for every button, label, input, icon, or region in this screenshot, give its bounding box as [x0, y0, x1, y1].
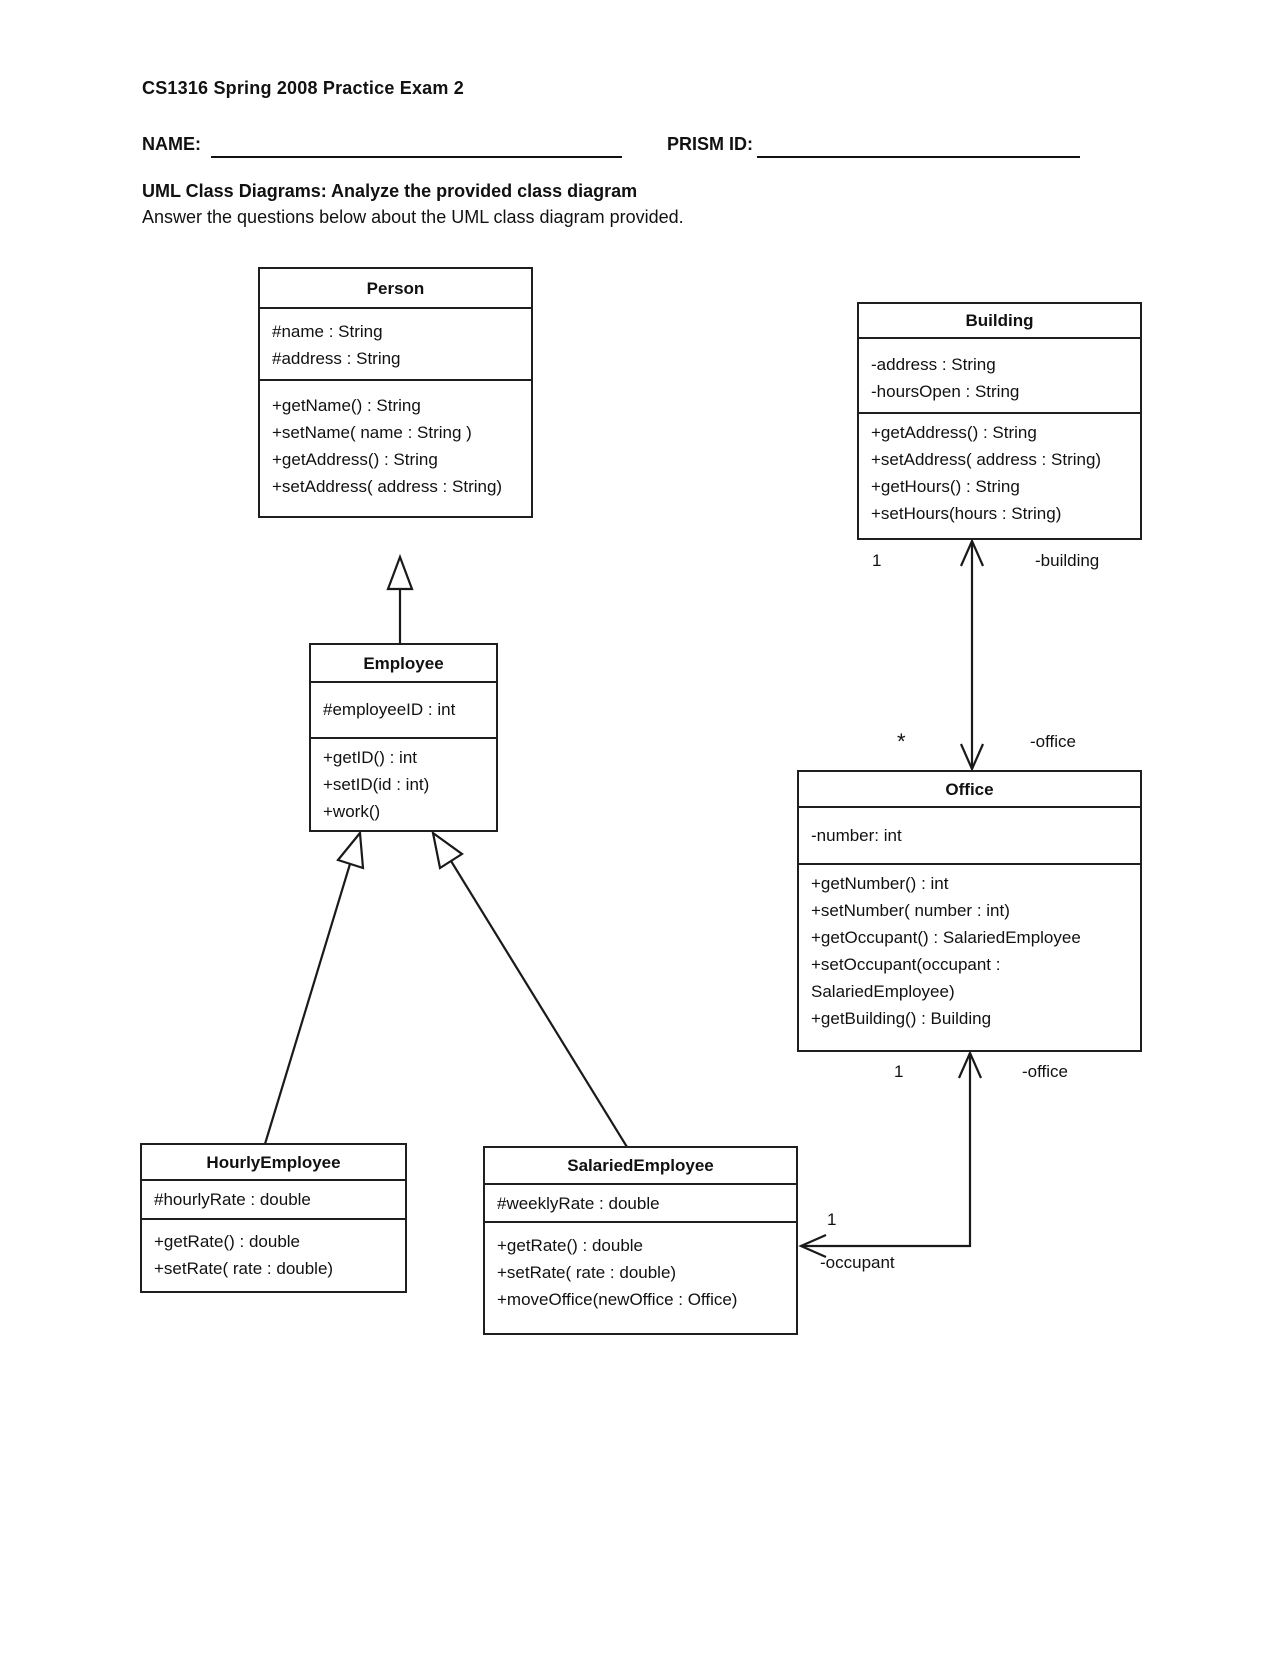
class-hourly-employee [140, 1143, 407, 1293]
role-office-end: -office [1030, 732, 1076, 751]
section-subheading: Answer the questions below about the UML class diagram provided. [142, 207, 684, 227]
class-salaried-employee-attributes [485, 1183, 796, 1221]
attribute: -hoursOpen : String [871, 382, 1020, 401]
method: +setRate( rate : double) [154, 1259, 334, 1278]
inheritance-line-salaried-employee [451, 861, 627, 1147]
name-blank-line [211, 135, 622, 158]
method: +getHours() : String [871, 477, 1020, 496]
arrowhead-into-building [961, 541, 983, 566]
class-employee [309, 643, 498, 832]
method: +getAddress() : String [272, 450, 438, 469]
document-title: CS1316 Spring 2008 Practice Exam 2 [142, 78, 464, 98]
inheritance-triangle-employee-right [433, 833, 462, 868]
method: +getRate() : double [497, 1236, 644, 1255]
class-hourly-employee-name: HourlyEmployee [206, 1152, 341, 1172]
class-office-methods [799, 863, 1140, 1050]
class-office-name: Office [945, 779, 994, 799]
attribute: #employeeID : int [323, 700, 456, 719]
method: +setID(id : int) [323, 775, 430, 794]
class-employee-methods [311, 737, 496, 830]
multiplicity-office-lower-end: 1 [894, 1062, 904, 1081]
class-hourly-employee-methods [142, 1218, 405, 1291]
attribute: -address : String [871, 355, 996, 374]
inheritance-triangle-employee-left [338, 833, 363, 868]
class-salaried-employee-methods [485, 1221, 796, 1333]
class-office [797, 770, 1142, 1052]
method: +work() [323, 802, 381, 821]
method: +getOccupant() : SalariedEmployee [811, 928, 1081, 947]
class-employee-name: Employee [363, 653, 444, 673]
class-salaried-employee-name: SalariedEmployee [567, 1156, 714, 1175]
class-person-attributes [260, 307, 531, 379]
method: +setAddress( address : String) [272, 477, 503, 496]
class-person-name: Person [366, 278, 425, 298]
class-person-methods [260, 379, 531, 516]
method: +setOccupant(occupant : SalariedEmployee) [811, 955, 1001, 1001]
class-building-attributes [859, 337, 1140, 412]
method: +getName() : String [272, 396, 421, 415]
attribute: #name : String [272, 322, 383, 341]
section-heading: UML Class Diagrams: Analyze the provided class diagram [142, 181, 638, 201]
class-building [857, 302, 1142, 540]
method: +setAddress( address : String) [871, 450, 1102, 469]
class-building-methods [859, 412, 1140, 538]
method: +getRate() : double [154, 1232, 301, 1251]
method: +getAddress() : String [871, 423, 1037, 442]
class-office-attributes [799, 806, 1140, 863]
class-employee-attributes [311, 681, 496, 737]
multiplicity-building-end: 1 [872, 551, 882, 570]
prism-id-label: PRISM ID: [667, 134, 754, 154]
name-label: NAME: [142, 134, 201, 154]
inheritance-triangle-person [388, 557, 412, 589]
inheritance-line-hourly-employee [265, 864, 350, 1144]
method: +getBuilding() : Building [811, 1009, 992, 1028]
method: +getID() : int [323, 748, 418, 767]
role-occupant-end: -occupant [820, 1253, 895, 1272]
multiplicity-occupant-end: 1 [827, 1210, 837, 1229]
method: +setNumber( number : int) [811, 901, 1010, 920]
class-salaried-employee [483, 1146, 798, 1335]
class-person [258, 267, 533, 518]
method: +setHours(hours : String) [871, 504, 1062, 523]
prism-id-blank-line [757, 135, 1080, 158]
role-office-lower-end: -office [1022, 1062, 1068, 1081]
class-building-name: Building [965, 311, 1034, 330]
arrowhead-into-office-bottom [959, 1053, 981, 1078]
method: +setName( name : String ) [272, 423, 472, 442]
attribute: #weeklyRate : double [497, 1194, 660, 1213]
method: +moveOffice(newOffice : Office) [497, 1290, 738, 1309]
attribute: -number: int [811, 826, 902, 845]
attribute: #hourlyRate : double [154, 1190, 311, 1209]
attribute: #address : String [272, 349, 401, 368]
class-hourly-employee-attributes [142, 1179, 405, 1218]
method: +setRate( rate : double) [497, 1263, 677, 1282]
role-building-end: -building [1035, 551, 1100, 570]
multiplicity-office-end: * [897, 729, 906, 754]
method: +getNumber() : int [811, 874, 949, 893]
arrowhead-into-office [961, 744, 983, 769]
